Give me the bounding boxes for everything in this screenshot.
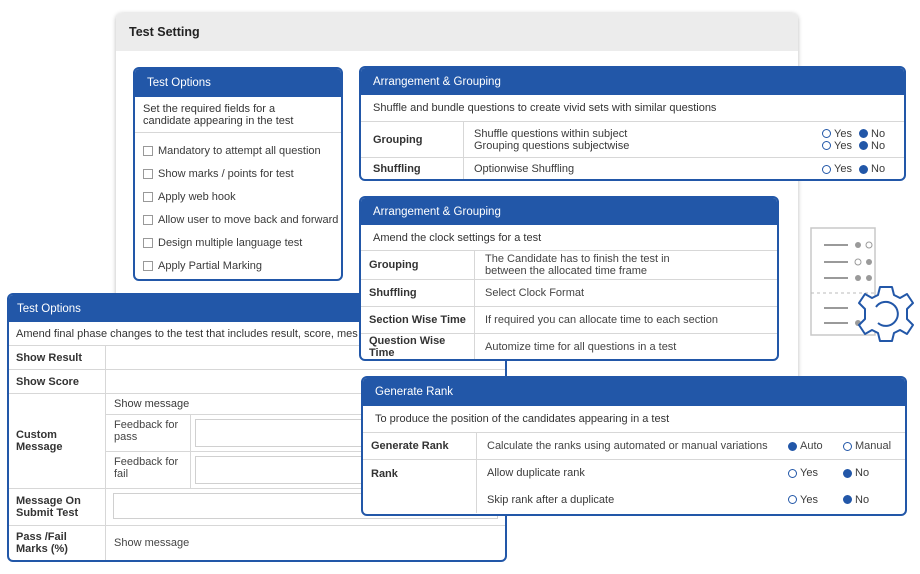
card-description: To produce the position of the candidates appearing in a test (363, 406, 905, 433)
no-radio[interactable]: No (843, 467, 895, 479)
row-label: Shuffling (361, 280, 475, 306)
row-label: Rank (363, 460, 477, 513)
card-description: Amend the clock settings for a test (361, 225, 777, 251)
no-radio[interactable]: No (859, 140, 894, 152)
rank-options (477, 460, 905, 513)
card-description (135, 97, 341, 133)
manual-radio[interactable]: Manual (843, 440, 895, 452)
option-line (474, 140, 894, 152)
clock-settings-card (359, 196, 779, 361)
option-label: Grouping questions subjectwise (474, 139, 630, 152)
rank-row (363, 460, 905, 513)
card-description: Shuffle and bundle questions to create vivid sets with similar questions (361, 95, 904, 122)
card-title: Generate Rank (375, 386, 453, 398)
row-content (464, 158, 904, 180)
option-label: Allow user to move back and forward (158, 213, 339, 226)
row-label: Generate Rank (363, 433, 477, 459)
row-label: Grouping (361, 122, 464, 157)
option-label: Allow duplicate rank (487, 467, 585, 480)
row-value: Select Clock Format (485, 287, 585, 299)
row-label: Show Score (9, 370, 106, 393)
checkbox[interactable] (143, 215, 153, 225)
checkbox[interactable] (143, 192, 153, 202)
option-item[interactable] (143, 208, 341, 231)
desc-line: candidate appearing in the test (143, 115, 294, 127)
row-value: If required you can allocate time to each section (485, 314, 718, 326)
checkbox[interactable] (143, 261, 153, 271)
row-label: Shuffling (361, 158, 464, 180)
card-title: Arrangement & Grouping (373, 75, 501, 88)
row-value: The Candidate has to finish the test in between the allocated time frame (485, 253, 670, 277)
card-header (361, 68, 904, 95)
option-label: Apply web hook (158, 190, 236, 203)
checkbox[interactable] (143, 169, 153, 179)
card-header (135, 69, 341, 97)
options-list (135, 133, 341, 277)
card-description: Amend final phase changes to the test that includes result, score, mes (9, 322, 505, 346)
show-message-line: Show message (114, 398, 190, 410)
option-label: Shuffle questions within subject (474, 127, 628, 140)
row-label: Pass /Fail Marks (%) (9, 526, 106, 560)
grouping-row (361, 122, 904, 158)
gear-icon (859, 287, 913, 341)
option-line (487, 494, 895, 506)
checkbox[interactable] (143, 146, 153, 156)
row-value: Show message (114, 537, 190, 549)
row-value (477, 433, 905, 459)
row-label: Custom Message (9, 394, 106, 488)
yes-radio[interactable]: Yes (788, 494, 843, 506)
option-item[interactable] (143, 254, 341, 277)
card-header (361, 198, 777, 225)
card-title: Test Options (147, 77, 211, 89)
option-label: Apply Partial Marking (158, 259, 262, 272)
generate-rank-row (363, 433, 905, 460)
row-label: Message On Submit Test (9, 489, 106, 525)
no-radio[interactable]: No (859, 163, 894, 175)
card-title: Test Options (17, 302, 81, 315)
pass-fail-row (9, 526, 505, 560)
row-label: Show Result (9, 346, 106, 369)
clock-row (361, 334, 777, 359)
yes-radio[interactable]: Yes (822, 128, 859, 140)
option-line (474, 128, 894, 140)
checkbox[interactable] (143, 238, 153, 248)
clock-row (361, 280, 777, 307)
shuffling-row (361, 158, 904, 180)
arrangement-grouping-card (359, 66, 906, 181)
clock-row (361, 307, 777, 334)
row-text: Calculate the ranks using automated or manual variations (487, 440, 768, 452)
option-item[interactable] (143, 231, 341, 254)
option-label: Show marks / points for test (158, 167, 294, 180)
yes-radio[interactable]: Yes (788, 467, 843, 479)
desc-line: Set the required fields for a (143, 103, 276, 115)
settings-illustration (808, 225, 920, 343)
option-item[interactable] (143, 185, 341, 208)
test-options-card (133, 67, 343, 281)
row-label: Grouping (361, 251, 475, 279)
option-label: Skip rank after a duplicate (487, 493, 615, 506)
feedback-pass-label: Feedback for pass (106, 415, 191, 451)
clock-row (361, 251, 777, 280)
option-label: Optionwise Shuffling (474, 163, 575, 175)
yes-radio[interactable]: Yes (822, 163, 859, 175)
option-label: Design multiple language test (158, 236, 303, 249)
yes-radio[interactable]: Yes (822, 140, 859, 152)
card-title: Arrangement & Grouping (373, 205, 501, 218)
feedback-fail-label: Feedback for fail (106, 452, 191, 488)
row-content (464, 122, 904, 157)
row-label: Section Wise Time (361, 307, 475, 333)
auto-radio[interactable]: Auto (788, 440, 843, 452)
row-label: Question Wise Time (361, 334, 475, 359)
option-item[interactable] (143, 162, 341, 185)
card-header (363, 378, 905, 406)
row-value: Automize time for all questions in a test (485, 340, 677, 353)
option-label: Mandatory to attempt all question (158, 144, 321, 157)
option-line (487, 467, 895, 479)
generate-rank-card (361, 376, 907, 516)
main-window-titlebar (116, 13, 798, 51)
no-radio[interactable]: No (859, 128, 894, 140)
no-radio[interactable]: No (843, 494, 895, 506)
page-title: Test Setting (129, 25, 200, 39)
option-item[interactable] (143, 139, 341, 162)
